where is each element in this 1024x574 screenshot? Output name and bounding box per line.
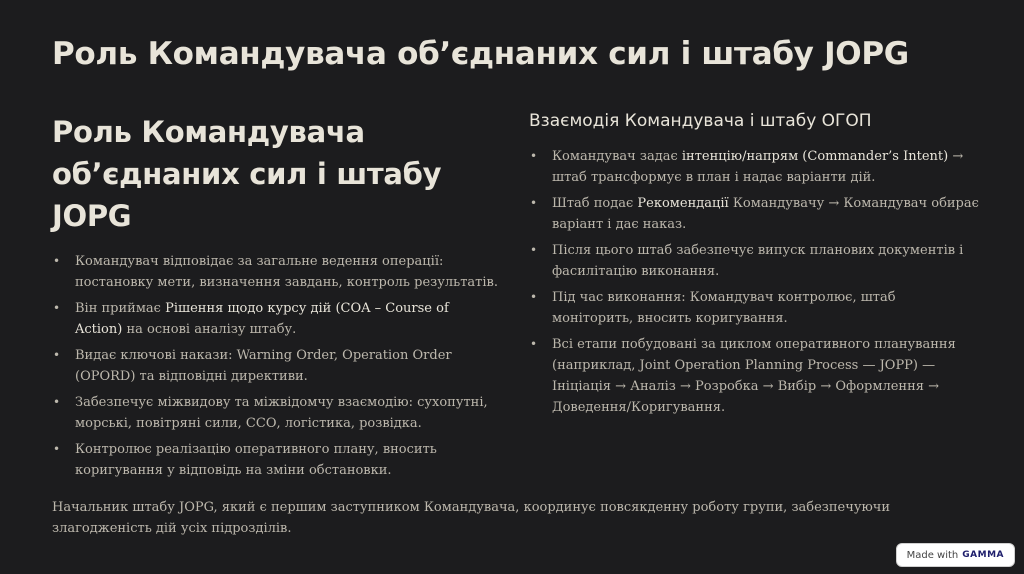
bullet-text: Під час виконання: Командувач контролює, штаб моніторить, вносить коригування.	[552, 290, 896, 326]
bullet-highlight: інтенцію/напрям (Commander’s Intent)	[681, 149, 949, 164]
left-heading: Роль Командувача об’єднаних сил і штабу JOPG	[52, 115, 442, 233]
bullet-text: Всі етапи побудовані за циклом оперативного планування (наприклад, Joint Operation Planning Process — JOPP) — Ініціація → Аналіз → Розробка → Вибір → Оформлення → Доведення/Коригування.	[552, 337, 956, 415]
left-column	[52, 111, 500, 486]
right-bullet-list	[529, 146, 979, 418]
bullet-text: → штаб трансформує в план і надає варіанти дій.	[552, 149, 964, 185]
slide-title: Роль Командувача об’єднаних сил і штабу JOPG	[52, 36, 909, 72]
bullet-text: Він приймає	[75, 301, 166, 316]
list-item	[52, 298, 500, 340]
list-item	[52, 251, 500, 293]
list-item	[529, 240, 979, 282]
list-item	[52, 392, 500, 434]
list-item	[52, 345, 500, 387]
bullet-text: Видає ключові накази: Warning Order, Operation Order (OPORD) та відповідні директиви.	[75, 348, 452, 384]
list-item	[529, 146, 979, 188]
bullet-text: Командувачу → Командувач обирає варіант і дає наказ.	[552, 196, 979, 232]
bullet-text: Після цього штаб забезпечує випуск планових документів і фасилітацію виконання.	[552, 243, 964, 279]
bullet-text: на основі аналізу штабу.	[122, 322, 297, 337]
list-item	[52, 439, 500, 481]
bullet-text: Штаб подає	[552, 196, 638, 211]
right-heading: Взаємодія Командувача і штабу ОГОП	[529, 111, 872, 131]
bullet-highlight: Рекомендації	[637, 196, 729, 211]
list-item	[529, 193, 979, 235]
bullet-text: Контролює реалізацію оперативного плану, вносить коригування у відповідь на зміни обстановки.	[75, 442, 437, 478]
list-item	[529, 334, 979, 418]
bullet-text: Забезпечує міжвидову та міжвідомчу взаємодію: сухопутні, морські, повітряні сили, ССО, логістика, розвідка.	[75, 395, 488, 431]
made-with-gamma-badge[interactable]	[896, 543, 1015, 567]
bullet-text: Командувач задає	[552, 149, 682, 164]
right-column	[529, 109, 979, 423]
list-item	[529, 287, 979, 329]
badge-prefix: Made with	[906, 549, 959, 561]
footer-paragraph: Начальник штабу JOPG, який є першим заступником Командувача, координує повсякденну роботу групи, забезпечуючи злагодженість дій усіх підрозділів.	[52, 500, 891, 536]
left-bullet-list	[52, 251, 500, 481]
bullet-highlight: Рішення щодо курсу дій (COA – Course of Action)	[75, 301, 449, 337]
gamma-logo: GAMMA	[962, 550, 1004, 560]
bullet-text: Командувач відповідає за загальне ведення операції: постановку мети, визначення завдань, контроль результатів.	[75, 254, 498, 290]
